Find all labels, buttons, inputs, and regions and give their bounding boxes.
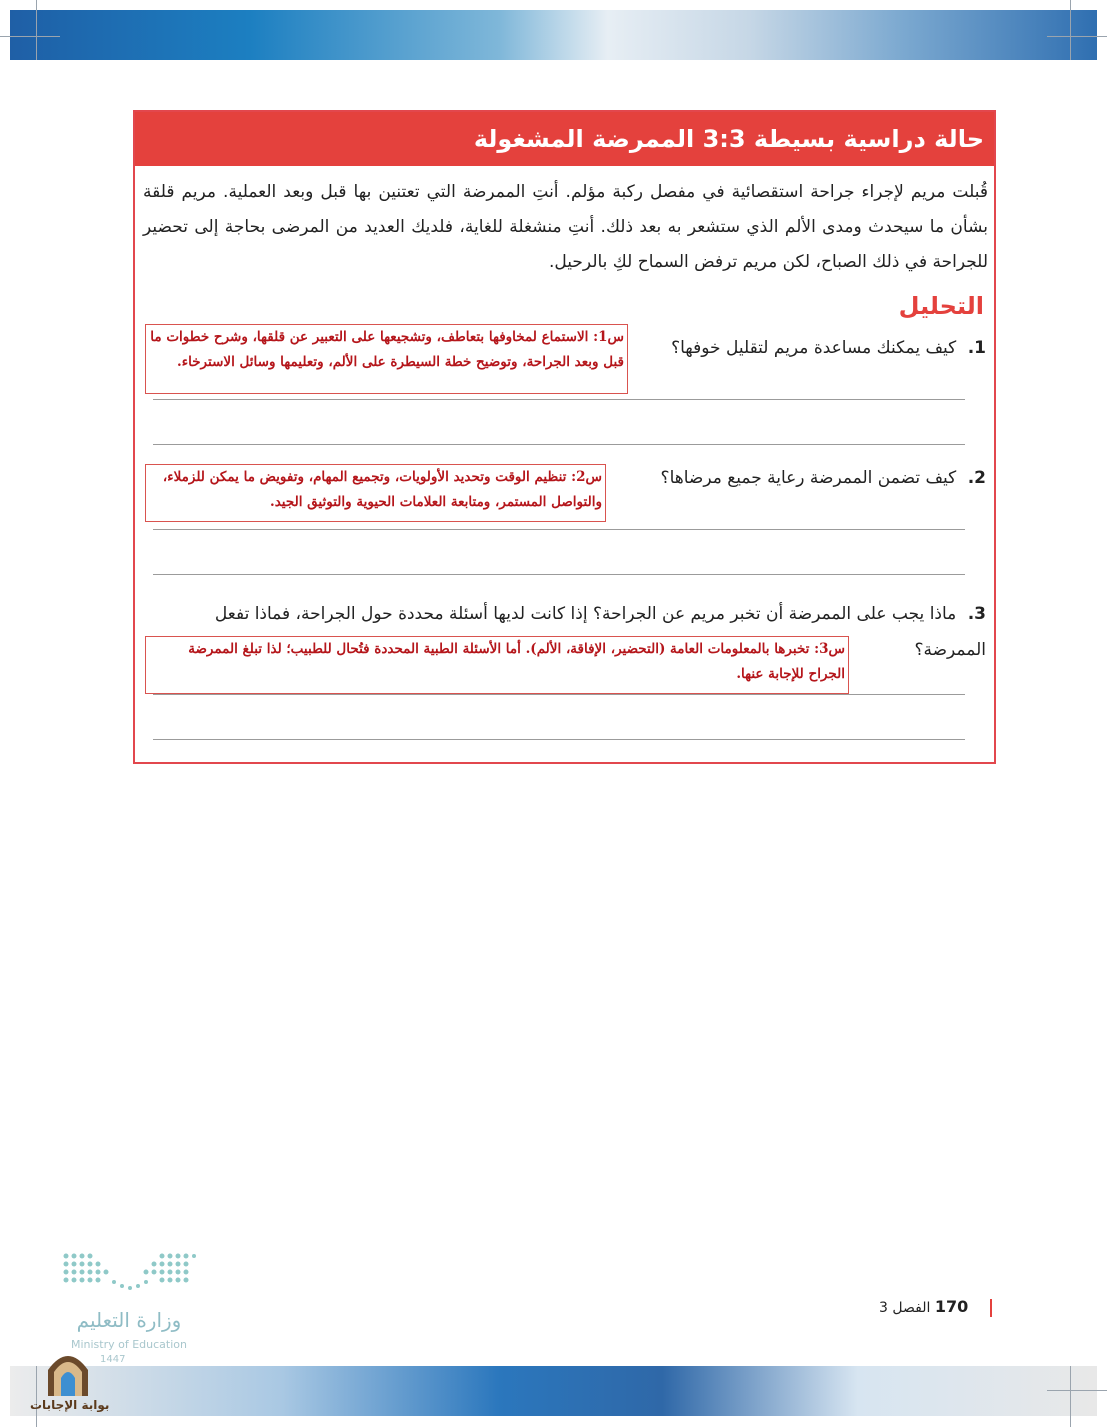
question-text: كيف يمكنك مساعدة مريم لتقليل خوفها؟ <box>671 338 957 358</box>
answer-box-3: س3: تخبرها بالمعلومات العامة (التحضير، الإفاقة، الألم). أما الأسئلة الطبية المحددة فتُحال للطبيب؛ لذا تبلغ الممرضة الجراح للإجابة عنها. <box>145 636 849 694</box>
question-number: 3. <box>967 604 986 624</box>
crop-mark <box>0 36 60 37</box>
chapter-label: الفصل 3 <box>879 1300 931 1316</box>
bottom-decorative-band <box>10 1366 1097 1416</box>
crop-mark <box>1047 1390 1107 1391</box>
ministry-logo-icon <box>62 1252 196 1292</box>
answer-line <box>153 694 965 695</box>
case-study-title: حالة دراسية بسيطة 3:3 الممرضة المشغولة <box>135 112 994 166</box>
crop-mark <box>1070 0 1071 60</box>
answer-box-2: س2: تنظيم الوقت وتحديد الأولويات، وتجميع المهام، وتفويض ما يمكن للزملاء، والتواصل المستمر، ومتابعة العلامات الحيوية والتوثيق الجيد. <box>145 464 606 522</box>
case-study-box <box>133 110 996 764</box>
crop-mark <box>36 1366 37 1427</box>
top-decorative-band <box>10 10 1097 60</box>
portal-logo-icon <box>44 1348 92 1398</box>
crop-mark <box>1047 36 1107 37</box>
question-number: 1. <box>967 338 986 358</box>
question-text: ماذا يجب على الممرضة أن تخبر مريم عن الجراحة؟ إذا كانت لديها أسئلة محددة حول الجراحة، فماذا تفعل الممرضة؟ <box>214 604 986 660</box>
answer-line <box>153 444 965 445</box>
answer-line <box>153 574 965 575</box>
question-text: كيف تضمن الممرضة رعاية جميع مرضاها؟ <box>660 468 957 488</box>
ministry-name-arabic: وزارة التعليم <box>76 1308 182 1332</box>
crop-mark <box>1070 1366 1071 1427</box>
question-number: 2. <box>967 468 986 488</box>
ministry-year: 1447 <box>100 1354 126 1365</box>
page-number <box>879 1297 968 1316</box>
crop-mark <box>36 0 37 60</box>
answer-line <box>153 399 965 400</box>
question-1 <box>671 338 986 358</box>
question-2 <box>661 468 986 488</box>
ministry-name-english: Ministry of Education <box>70 1338 187 1351</box>
page-number-divider <box>990 1299 992 1317</box>
answer-line <box>153 529 965 530</box>
analysis-heading: التحليل <box>898 292 984 320</box>
answer-box-1: س1: الاستماع لمخاوفها بتعاطف، وتشجيعها على التعبير عن قلقها، وشرح خطوات ما قبل وبعد الجراحة، وتوضيح خطة السيطرة على الألم، وتعليمها وسائل الاسترخاء. <box>145 324 628 394</box>
portal-label: بوابة الإجابات <box>30 1398 110 1412</box>
page-number-value: 170 <box>934 1297 969 1316</box>
case-study-intro: قُبلت مريم لإجراء جراحة استقصائية في مفصل ركبة مؤلم. أنتِ الممرضة التي تعتنين بها قبل وبعد العملية. مريم قلقة بشأن ما سيحدث ومدى الألم الذي ستشعر به بعد ذلك. أنتِ منشغلة للغاية، فلديك العديد من المرضى بحاجة إلى تحضير للجراحة في ذلك الصباح، لكن مريم ترفض السماح لكِ بالرحيل. <box>143 182 988 272</box>
answer-line <box>153 739 965 740</box>
